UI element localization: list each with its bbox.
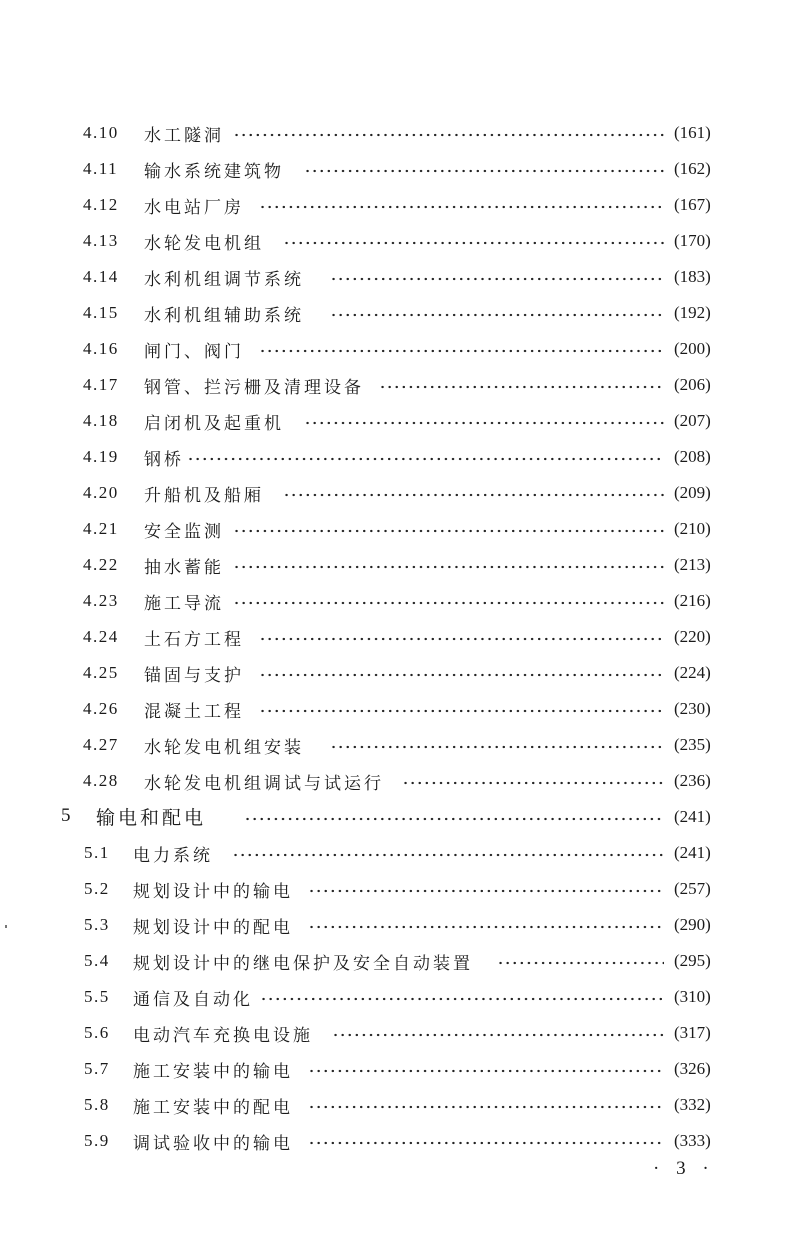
toc-entry[interactable] <box>0 157 790 187</box>
page-reference: (209) <box>674 483 711 502</box>
toc-entry[interactable] <box>0 661 790 691</box>
section-title: 输水系统建筑物 <box>144 162 284 182</box>
section-number: 4.14 <box>83 267 119 286</box>
page-reference: (236) <box>674 771 711 790</box>
section-number: 4.17 <box>83 375 119 394</box>
toc-entry[interactable] <box>0 841 790 871</box>
dot-leader <box>308 1069 664 1073</box>
section-title: 规划设计中的输电 <box>133 882 293 902</box>
toc-entry[interactable] <box>0 697 790 727</box>
section-title: 钢管、拦污栅及清理设备 <box>144 378 364 398</box>
dot-leader <box>259 673 664 677</box>
section-number: 4.26 <box>83 699 119 718</box>
toc-entry[interactable] <box>0 481 790 511</box>
page-reference: (213) <box>674 555 711 574</box>
toc-entry[interactable] <box>0 1057 790 1087</box>
page-reference: (241) <box>674 807 711 826</box>
toc-chapter-entry[interactable] <box>0 805 790 835</box>
section-number: 4.20 <box>83 483 119 502</box>
section-number: 4.22 <box>83 555 119 574</box>
section-number: 5.3 <box>84 915 110 934</box>
page-reference: (235) <box>674 735 711 754</box>
toc-entry[interactable] <box>0 769 790 799</box>
section-title: 电力系统 <box>133 846 213 866</box>
dot-leader <box>308 889 664 893</box>
section-title: 水轮发电机组 <box>144 234 264 254</box>
page-reference: (170) <box>674 231 711 250</box>
section-number: 4.23 <box>83 591 119 610</box>
section-title: 水利机组辅助系统 <box>144 306 304 326</box>
section-title: 钢桥 <box>144 450 184 470</box>
page-reference: (295) <box>674 951 711 970</box>
dot-leader <box>283 493 664 497</box>
scan-speck <box>5 925 7 928</box>
page-reference: (208) <box>674 447 711 466</box>
section-number: 5.6 <box>84 1023 110 1042</box>
page-reference: (333) <box>674 1131 711 1150</box>
page-number: · 3 · <box>653 1158 715 1179</box>
section-title: 电动汽车充换电设施 <box>133 1026 313 1046</box>
dot-leader <box>233 601 664 605</box>
page-reference: (310) <box>674 987 711 1006</box>
section-title: 安全监测 <box>144 522 224 542</box>
dot-leader <box>233 133 664 137</box>
chapter-title: 输电和配电 <box>96 807 207 829</box>
section-number: 4.24 <box>83 627 119 646</box>
dot-leader <box>187 457 664 461</box>
page-reference: (317) <box>674 1023 711 1042</box>
section-title: 水利机组调节系统 <box>144 270 304 290</box>
section-number: 4.13 <box>83 231 119 250</box>
page-reference: (241) <box>674 843 711 862</box>
section-number: 5.7 <box>84 1059 110 1078</box>
section-number: 4.16 <box>83 339 119 358</box>
toc-entry[interactable] <box>0 229 790 259</box>
dot-leader <box>402 781 664 785</box>
section-number: 4.27 <box>83 735 119 754</box>
dot-leader <box>259 205 664 209</box>
section-number: 4.19 <box>83 447 119 466</box>
toc-entry[interactable] <box>0 373 790 403</box>
page-reference: (200) <box>674 339 711 358</box>
toc-entry[interactable] <box>0 337 790 367</box>
page-reference: (210) <box>674 519 711 538</box>
dot-leader <box>330 313 664 317</box>
section-number: 5.2 <box>84 879 110 898</box>
section-title: 规划设计中的继电保护及安全自动装置 <box>133 954 473 974</box>
page-reference: (206) <box>674 375 711 394</box>
section-title: 水轮发电机组安装 <box>144 738 304 758</box>
dot-leader <box>259 349 664 353</box>
section-title: 启闭机及起重机 <box>144 414 284 434</box>
dot-leader <box>308 1141 664 1145</box>
section-number: 4.15 <box>83 303 119 322</box>
dot-leader <box>497 961 664 965</box>
section-number: 5.8 <box>84 1095 110 1114</box>
toc-entry[interactable] <box>0 913 790 943</box>
section-number: 4.21 <box>83 519 119 538</box>
dot-leader <box>330 277 664 281</box>
dot-leader <box>304 421 664 425</box>
dot-leader <box>259 709 664 713</box>
toc-entry[interactable] <box>0 121 790 151</box>
toc-entry[interactable] <box>0 733 790 763</box>
dot-leader <box>330 745 664 749</box>
toc-entry[interactable] <box>0 265 790 295</box>
section-number: 4.12 <box>83 195 119 214</box>
toc-entry[interactable] <box>0 409 790 439</box>
page-reference: (167) <box>674 195 711 214</box>
section-number: 4.28 <box>83 771 119 790</box>
page-reference: (224) <box>674 663 711 682</box>
section-title: 施工安装中的配电 <box>133 1098 293 1118</box>
toc-entry[interactable] <box>0 877 790 907</box>
page-reference: (332) <box>674 1095 711 1114</box>
section-number: 4.25 <box>83 663 119 682</box>
page-reference: (192) <box>674 303 711 322</box>
dot-leader <box>244 817 664 821</box>
section-title: 调试验收中的输电 <box>133 1134 293 1154</box>
toc-entry[interactable] <box>0 1093 790 1123</box>
toc-entry[interactable] <box>0 949 790 979</box>
section-number: 4.10 <box>83 123 119 142</box>
page-reference: (326) <box>674 1059 711 1078</box>
section-number: 5.1 <box>84 843 110 862</box>
toc-entry[interactable] <box>0 1021 790 1051</box>
section-number: 4.11 <box>83 159 119 178</box>
section-title: 闸门、阀门 <box>144 342 244 362</box>
page-reference: (230) <box>674 699 711 718</box>
section-title: 水轮发电机组调试与试运行 <box>144 774 384 794</box>
section-number: 5.4 <box>84 951 110 970</box>
page-reference: (290) <box>674 915 711 934</box>
section-title: 升船机及船厢 <box>144 486 264 506</box>
section-title: 水电站厂房 <box>144 198 244 218</box>
dot-leader <box>232 853 664 857</box>
section-number: 5.5 <box>84 987 110 1006</box>
toc-entry[interactable] <box>0 985 790 1015</box>
dot-leader <box>233 529 664 533</box>
toc-entry[interactable] <box>0 517 790 547</box>
dot-leader <box>259 637 664 641</box>
section-title: 混凝土工程 <box>144 702 244 722</box>
toc-entry[interactable] <box>0 589 790 619</box>
page-reference: (207) <box>674 411 711 430</box>
section-title: 规划设计中的配电 <box>133 918 293 938</box>
toc-entry[interactable] <box>0 625 790 655</box>
toc-entry[interactable] <box>0 193 790 223</box>
dot-leader <box>304 169 664 173</box>
section-title: 通信及自动化 <box>133 990 253 1010</box>
section-number: 5.9 <box>84 1131 110 1150</box>
section-number: 4.18 <box>83 411 119 430</box>
page-reference: (183) <box>674 267 711 286</box>
dot-leader <box>233 565 664 569</box>
dot-leader <box>379 385 664 389</box>
section-title: 水工隧洞 <box>144 126 224 146</box>
dot-leader <box>308 925 664 929</box>
section-title: 施工安装中的输电 <box>133 1062 293 1082</box>
dot-leader <box>332 1033 664 1037</box>
toc-entry[interactable] <box>0 1129 790 1159</box>
page-reference: (216) <box>674 591 711 610</box>
page-reference: (220) <box>674 627 711 646</box>
page-reference: (257) <box>674 879 711 898</box>
toc-entry[interactable] <box>0 445 790 475</box>
toc-entry[interactable] <box>0 301 790 331</box>
toc-entry[interactable] <box>0 553 790 583</box>
section-title: 土石方工程 <box>144 630 244 650</box>
section-title: 锚固与支护 <box>144 666 244 686</box>
page-reference: (162) <box>674 159 711 178</box>
section-title: 施工导流 <box>144 594 224 614</box>
dot-leader <box>260 997 664 1001</box>
page-reference: (161) <box>674 123 711 142</box>
dot-leader <box>283 241 664 245</box>
chapter-number: 5 <box>61 805 72 826</box>
section-title: 抽水蓄能 <box>144 558 224 578</box>
dot-leader <box>308 1105 664 1109</box>
